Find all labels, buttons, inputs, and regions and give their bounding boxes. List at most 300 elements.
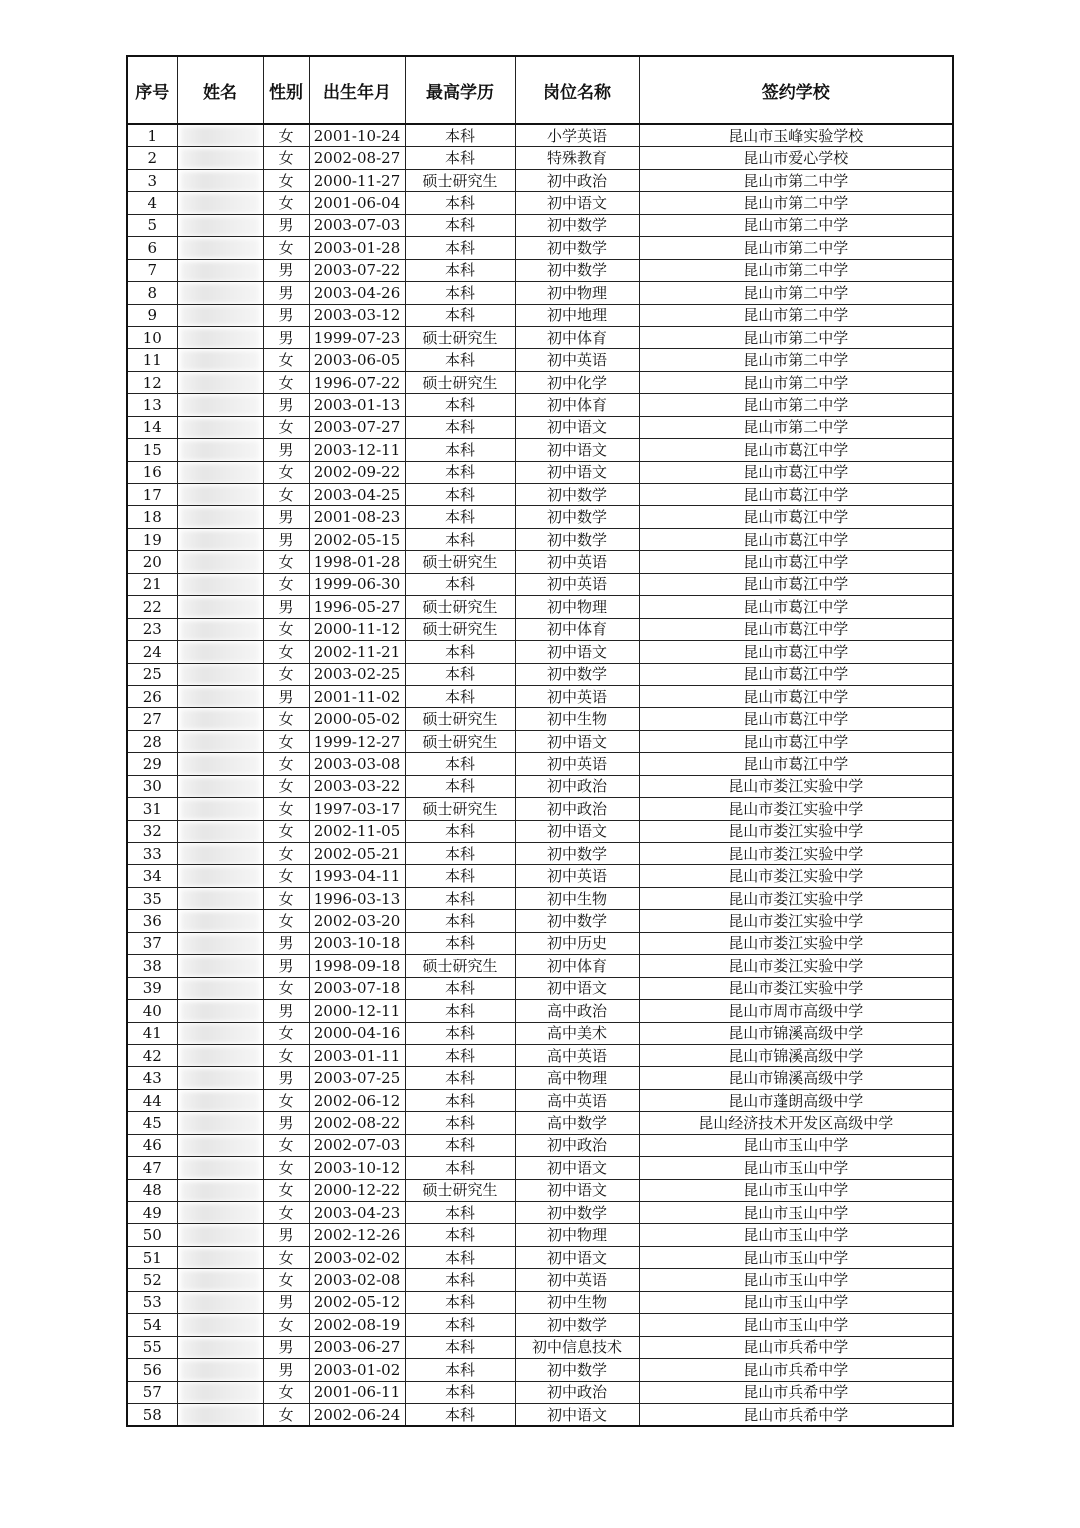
cell-gender: 女 [263, 1089, 309, 1111]
cell-school: 昆山市葛江中学 [639, 663, 953, 685]
redacted-name-mask [181, 217, 259, 236]
redacted-name-mask [181, 688, 259, 707]
table-row [127, 1381, 953, 1403]
cell-gender: 男 [263, 1224, 309, 1246]
cell-index: 20 [127, 551, 177, 573]
cell-index: 31 [127, 798, 177, 820]
table-row [127, 820, 953, 842]
cell-education: 本科 [405, 1381, 515, 1403]
cell-name [177, 326, 263, 348]
redacted-name-mask [181, 464, 259, 483]
cell-index: 5 [127, 214, 177, 236]
cell-gender: 女 [263, 1202, 309, 1224]
table-row [127, 641, 953, 663]
cell-education: 本科 [405, 843, 515, 865]
cell-birth-date: 2003-06-27 [309, 1336, 405, 1358]
cell-position: 初中语文 [515, 1403, 639, 1426]
table-row [127, 1202, 953, 1224]
cell-index: 36 [127, 910, 177, 932]
cell-name [177, 237, 263, 259]
cell-name [177, 910, 263, 932]
header-index: 序号 [127, 56, 177, 124]
cell-birth-date: 2003-02-08 [309, 1269, 405, 1291]
cell-school: 昆山市兵希中学 [639, 1359, 953, 1381]
cell-position: 初中英语 [515, 349, 639, 371]
cell-education: 本科 [405, 394, 515, 416]
cell-school: 昆山市第二中学 [639, 394, 953, 416]
cell-index: 55 [127, 1336, 177, 1358]
cell-position: 初中英语 [515, 685, 639, 707]
cell-gender: 女 [263, 1157, 309, 1179]
cell-birth-date: 2002-06-12 [309, 1089, 405, 1111]
cell-position: 初中数学 [515, 1202, 639, 1224]
cell-school: 昆山市葛江中学 [639, 708, 953, 730]
redacted-name-mask [181, 1024, 259, 1043]
cell-birth-date: 2003-07-18 [309, 977, 405, 999]
cell-birth-date: 2003-12-11 [309, 439, 405, 461]
redacted-name-mask [181, 329, 259, 348]
table-row [127, 1000, 953, 1022]
cell-education: 本科 [405, 1202, 515, 1224]
cell-gender: 男 [263, 259, 309, 281]
cell-index: 54 [127, 1314, 177, 1336]
cell-name [177, 1067, 263, 1089]
cell-gender: 女 [263, 820, 309, 842]
cell-school: 昆山市玉山中学 [639, 1179, 953, 1201]
cell-birth-date: 2002-11-05 [309, 820, 405, 842]
cell-index: 15 [127, 439, 177, 461]
cell-gender: 男 [263, 528, 309, 550]
cell-gender: 女 [263, 124, 309, 147]
redacted-name-mask [181, 1249, 259, 1268]
cell-education: 本科 [405, 910, 515, 932]
cell-position: 初中语文 [515, 1157, 639, 1179]
cell-school: 昆山市第二中学 [639, 214, 953, 236]
cell-gender: 女 [263, 730, 309, 752]
cell-education: 本科 [405, 932, 515, 954]
cell-position: 初中生物 [515, 887, 639, 909]
table-row [127, 977, 953, 999]
cell-name [177, 753, 263, 775]
table-row [127, 484, 953, 506]
cell-birth-date: 2000-05-02 [309, 708, 405, 730]
table-row [127, 214, 953, 236]
redacted-name-mask [181, 867, 259, 886]
cell-index: 9 [127, 304, 177, 326]
cell-school: 昆山市玉峰实验学校 [639, 124, 953, 147]
cell-education: 本科 [405, 887, 515, 909]
cell-education: 本科 [405, 1089, 515, 1111]
cell-index: 7 [127, 259, 177, 281]
table-row [127, 169, 953, 191]
cell-index: 30 [127, 775, 177, 797]
cell-gender: 女 [263, 237, 309, 259]
cell-education: 本科 [405, 820, 515, 842]
redacted-name-mask [181, 1137, 259, 1156]
cell-education: 本科 [405, 865, 515, 887]
cell-position: 高中数学 [515, 1112, 639, 1134]
cell-birth-date: 2002-05-12 [309, 1291, 405, 1313]
cell-index: 24 [127, 641, 177, 663]
cell-school: 昆山市葛江中学 [639, 439, 953, 461]
table-row [127, 775, 953, 797]
cell-gender: 女 [263, 573, 309, 595]
cell-index: 38 [127, 955, 177, 977]
cell-position: 特殊教育 [515, 147, 639, 169]
redacted-name-mask [181, 1159, 259, 1178]
cell-name [177, 887, 263, 909]
cell-gender: 女 [263, 977, 309, 999]
cell-education: 本科 [405, 1044, 515, 1066]
cell-gender: 女 [263, 910, 309, 932]
cell-name [177, 685, 263, 707]
cell-birth-date: 1998-01-28 [309, 551, 405, 573]
cell-position: 高中物理 [515, 1067, 639, 1089]
table-row [127, 371, 953, 393]
cell-position: 初中语文 [515, 1246, 639, 1268]
cell-birth-date: 1998-09-18 [309, 955, 405, 977]
cell-index: 46 [127, 1134, 177, 1156]
cell-birth-date: 2002-11-21 [309, 641, 405, 663]
redacted-name-mask [181, 845, 259, 864]
cell-school: 昆山市第二中学 [639, 282, 953, 304]
cell-education: 本科 [405, 259, 515, 281]
cell-birth-date: 2001-08-23 [309, 506, 405, 528]
cell-index: 13 [127, 394, 177, 416]
redacted-name-mask [181, 576, 259, 595]
table-header [127, 56, 953, 124]
cell-index: 52 [127, 1269, 177, 1291]
table-row [127, 573, 953, 595]
redacted-name-mask [181, 284, 259, 303]
cell-school: 昆山市玉山中学 [639, 1291, 953, 1313]
cell-name [177, 461, 263, 483]
cell-education: 本科 [405, 1157, 515, 1179]
table-row [127, 1403, 953, 1426]
cell-name [177, 304, 263, 326]
cell-position: 高中政治 [515, 1000, 639, 1022]
table-row [127, 528, 953, 550]
cell-school: 昆山市葛江中学 [639, 484, 953, 506]
cell-name [177, 282, 263, 304]
cell-name [177, 1179, 263, 1201]
table-row [127, 237, 953, 259]
cell-index: 11 [127, 349, 177, 371]
cell-gender: 男 [263, 1291, 309, 1313]
cell-name [177, 169, 263, 191]
table-row [127, 1359, 953, 1381]
table-row [127, 1089, 953, 1111]
cell-gender: 女 [263, 708, 309, 730]
redacted-name-mask [181, 1092, 259, 1111]
cell-education: 硕士研究生 [405, 371, 515, 393]
redacted-name-mask [181, 194, 259, 213]
cell-index: 49 [127, 1202, 177, 1224]
cell-school: 昆山市锦溪高级中学 [639, 1044, 953, 1066]
cell-position: 初中数学 [515, 528, 639, 550]
cell-school: 昆山市娄江实验中学 [639, 820, 953, 842]
cell-index: 25 [127, 663, 177, 685]
cell-position: 初中数学 [515, 910, 639, 932]
cell-position: 初中数学 [515, 1314, 639, 1336]
cell-position: 初中物理 [515, 596, 639, 618]
cell-school: 昆山市兵希中学 [639, 1336, 953, 1358]
cell-index: 27 [127, 708, 177, 730]
cell-education: 本科 [405, 124, 515, 147]
cell-name [177, 1314, 263, 1336]
redacted-name-mask [181, 778, 259, 797]
cell-birth-date: 2002-08-22 [309, 1112, 405, 1134]
redacted-name-mask [181, 262, 259, 281]
cell-index: 34 [127, 865, 177, 887]
cell-gender: 女 [263, 371, 309, 393]
cell-name [177, 730, 263, 752]
cell-position: 初中数学 [515, 506, 639, 528]
table-row [127, 259, 953, 281]
cell-index: 28 [127, 730, 177, 752]
cell-birth-date: 1999-12-27 [309, 730, 405, 752]
cell-name [177, 192, 263, 214]
cell-birth-date: 2002-08-19 [309, 1314, 405, 1336]
cell-gender: 女 [263, 192, 309, 214]
cell-gender: 女 [263, 1314, 309, 1336]
cell-education: 硕士研究生 [405, 798, 515, 820]
cell-birth-date: 1996-03-13 [309, 887, 405, 909]
cell-name [177, 484, 263, 506]
header-birth-date: 出生年月 [309, 56, 405, 124]
cell-name [177, 1022, 263, 1044]
table-row [127, 1179, 953, 1201]
cell-birth-date: 2001-06-04 [309, 192, 405, 214]
cell-gender: 男 [263, 394, 309, 416]
cell-position: 初中语文 [515, 416, 639, 438]
table-row [127, 326, 953, 348]
cell-name [177, 147, 263, 169]
redacted-name-mask [181, 1316, 259, 1335]
redacted-name-mask [181, 1271, 259, 1290]
cell-birth-date: 2003-02-25 [309, 663, 405, 685]
cell-position: 初中体育 [515, 326, 639, 348]
cell-school: 昆山市娄江实验中学 [639, 955, 953, 977]
redacted-name-mask [181, 1182, 259, 1201]
cell-gender: 男 [263, 685, 309, 707]
cell-index: 43 [127, 1067, 177, 1089]
cell-position: 初中地理 [515, 304, 639, 326]
redacted-name-mask [181, 239, 259, 258]
cell-index: 18 [127, 506, 177, 528]
table-row [127, 1044, 953, 1066]
cell-position: 高中英语 [515, 1044, 639, 1066]
cell-gender: 女 [263, 1022, 309, 1044]
cell-index: 53 [127, 1291, 177, 1313]
redacted-name-mask [181, 486, 259, 505]
cell-school: 昆山市葛江中学 [639, 618, 953, 640]
cell-education: 硕士研究生 [405, 169, 515, 191]
table-row [127, 663, 953, 685]
cell-position: 初中生物 [515, 1291, 639, 1313]
cell-name [177, 1246, 263, 1268]
cell-school: 昆山市玉山中学 [639, 1246, 953, 1268]
redacted-name-mask [181, 172, 259, 191]
cell-school: 昆山市玉山中学 [639, 1202, 953, 1224]
cell-education: 本科 [405, 1291, 515, 1313]
cell-index: 10 [127, 326, 177, 348]
cell-school: 昆山市玉山中学 [639, 1157, 953, 1179]
redacted-name-mask [181, 621, 259, 640]
cell-position: 初中体育 [515, 955, 639, 977]
cell-name [177, 618, 263, 640]
cell-gender: 男 [263, 955, 309, 977]
cell-gender: 女 [263, 798, 309, 820]
cell-position: 初中英语 [515, 753, 639, 775]
cell-birth-date: 2003-01-28 [309, 237, 405, 259]
cell-position: 初中物理 [515, 1224, 639, 1246]
cell-position: 初中语文 [515, 439, 639, 461]
table-row [127, 1157, 953, 1179]
redacted-name-mask [181, 755, 259, 774]
redacted-name-mask [181, 980, 259, 999]
cell-education: 本科 [405, 641, 515, 663]
cell-position: 初中数学 [515, 843, 639, 865]
cell-school: 昆山市玉山中学 [639, 1269, 953, 1291]
cell-index: 45 [127, 1112, 177, 1134]
cell-position: 初中数学 [515, 484, 639, 506]
table-row [127, 506, 953, 528]
cell-education: 本科 [405, 192, 515, 214]
cell-position: 初中数学 [515, 237, 639, 259]
cell-index: 48 [127, 1179, 177, 1201]
cell-school: 昆山市葛江中学 [639, 461, 953, 483]
table-row [127, 1246, 953, 1268]
cell-education: 本科 [405, 753, 515, 775]
redacted-name-mask [181, 396, 259, 415]
cell-index: 23 [127, 618, 177, 640]
cell-index: 41 [127, 1022, 177, 1044]
cell-birth-date: 2003-04-25 [309, 484, 405, 506]
cell-birth-date: 2002-03-20 [309, 910, 405, 932]
cell-education: 本科 [405, 1336, 515, 1358]
cell-gender: 男 [263, 439, 309, 461]
cell-school: 昆山市玉山中学 [639, 1224, 953, 1246]
cell-gender: 男 [263, 304, 309, 326]
cell-name [177, 1291, 263, 1313]
cell-index: 4 [127, 192, 177, 214]
cell-gender: 女 [263, 169, 309, 191]
cell-position: 初中英语 [515, 1269, 639, 1291]
cell-name [177, 573, 263, 595]
header-name: 姓名 [177, 56, 263, 124]
table-row [127, 1314, 953, 1336]
cell-name [177, 798, 263, 820]
redacted-name-mask [181, 733, 259, 752]
header-row [127, 56, 953, 124]
cell-gender: 女 [263, 1179, 309, 1201]
table-row [127, 1291, 953, 1313]
cell-position: 初中物理 [515, 282, 639, 304]
cell-birth-date: 2003-07-03 [309, 214, 405, 236]
cell-school: 昆山市玉山中学 [639, 1134, 953, 1156]
table-row [127, 1022, 953, 1044]
redacted-name-mask [181, 935, 259, 954]
cell-gender: 女 [263, 1246, 309, 1268]
recruitment-roster-table [126, 55, 954, 1427]
table-row [127, 955, 953, 977]
cell-position: 初中政治 [515, 1381, 639, 1403]
cell-position: 初中语文 [515, 461, 639, 483]
cell-index: 19 [127, 528, 177, 550]
cell-education: 本科 [405, 663, 515, 685]
cell-gender: 女 [263, 416, 309, 438]
cell-position: 初中语文 [515, 641, 639, 663]
cell-birth-date: 2002-09-22 [309, 461, 405, 483]
cell-index: 56 [127, 1359, 177, 1381]
table-row [127, 865, 953, 887]
cell-position: 初中语文 [515, 820, 639, 842]
cell-birth-date: 2003-07-27 [309, 416, 405, 438]
cell-school: 昆山市玉山中学 [639, 1314, 953, 1336]
cell-education: 本科 [405, 1269, 515, 1291]
cell-birth-date: 2003-07-22 [309, 259, 405, 281]
cell-index: 40 [127, 1000, 177, 1022]
cell-name [177, 528, 263, 550]
cell-index: 16 [127, 461, 177, 483]
cell-index: 8 [127, 282, 177, 304]
table-row [127, 124, 953, 147]
cell-position: 高中美术 [515, 1022, 639, 1044]
redacted-name-mask [181, 127, 259, 146]
cell-position: 初中化学 [515, 371, 639, 393]
redacted-name-mask [181, 912, 259, 931]
table-row [127, 843, 953, 865]
cell-index: 37 [127, 932, 177, 954]
cell-school: 昆山市第二中学 [639, 259, 953, 281]
cell-index: 26 [127, 685, 177, 707]
cell-school: 昆山市第二中学 [639, 192, 953, 214]
redacted-name-mask [181, 1294, 259, 1313]
cell-gender: 男 [263, 326, 309, 348]
cell-school: 昆山市第二中学 [639, 169, 953, 191]
cell-birth-date: 2003-06-05 [309, 349, 405, 371]
cell-position: 初中体育 [515, 618, 639, 640]
table-body [127, 124, 953, 1426]
table-row [127, 1336, 953, 1358]
table-row [127, 1269, 953, 1291]
cell-name [177, 1112, 263, 1134]
cell-name [177, 1000, 263, 1022]
cell-gender: 男 [263, 1359, 309, 1381]
cell-education: 本科 [405, 439, 515, 461]
cell-position: 初中英语 [515, 551, 639, 573]
redacted-name-mask [181, 710, 259, 729]
table-row [127, 439, 953, 461]
cell-position: 初中生物 [515, 708, 639, 730]
cell-position: 初中数学 [515, 1359, 639, 1381]
cell-school: 昆山市第二中学 [639, 349, 953, 371]
redacted-name-mask [181, 1406, 259, 1425]
table-row [127, 461, 953, 483]
cell-name [177, 259, 263, 281]
table-row [127, 394, 953, 416]
redacted-name-mask [181, 957, 259, 976]
cell-name [177, 124, 263, 147]
cell-name [177, 1269, 263, 1291]
cell-index: 50 [127, 1224, 177, 1246]
cell-birth-date: 1999-06-30 [309, 573, 405, 595]
cell-birth-date: 2002-07-03 [309, 1134, 405, 1156]
cell-gender: 女 [263, 843, 309, 865]
cell-name [177, 1089, 263, 1111]
cell-gender: 男 [263, 282, 309, 304]
